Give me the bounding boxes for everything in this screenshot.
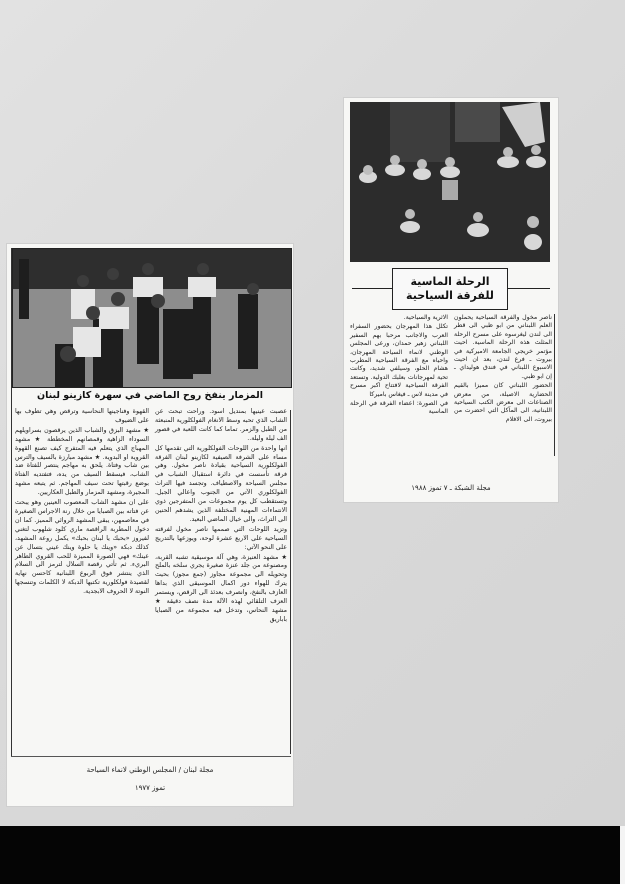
photo-image bbox=[350, 102, 550, 262]
headline-rule-right bbox=[506, 288, 550, 289]
paragraph: وتزيد اللوحات التي صممها ناصر مخول لفرقته السياحية على الاربع عشرة لوحة، ويوزعها بالتدريج على النحو الآتي: bbox=[155, 525, 287, 551]
paragraph: انها واحدة من اللوحات الفولكلورية التي تقدمها كل مساء على الشرفة الصيفية لكازينو لبنان الفرقة الفولكلورية السياحية بقيادة ناصر مخول. وهي فرقة تأسست في دائرة استقبال الشباب في مجلس السياحة والاصطياف. وتجسد فيها التراث الفولكلوري الآتي من الجنوب واعالي الجبل. وتستقطب كل يوم مجموعات من المتفرجين ذوي الانتماءات المهنية المختلفة الذين يشدهم الحنين الى التراث، والى خيال الماضي البعيد. bbox=[155, 444, 287, 523]
photo-caption: في الصورة: اعضاء الفرقة في الرحلة الماسية bbox=[350, 400, 448, 416]
paragraph: القهوة وفناجينها النحاسية وترقص وهي تطوف بها على الضيوف bbox=[15, 408, 149, 424]
source-caption-date: تموز ١٩٧٧ bbox=[134, 784, 166, 792]
photo-image bbox=[13, 249, 291, 387]
article-column-left bbox=[350, 314, 448, 418]
paragraph: تكلل هذا المهرجان بحضور السفراء العرب والاجانب مرحبا بهم السفير اللبناني زهير حمدان، ورعى المجلس الوطني لانماء السياحة المهرجان، واحياه مع الفرقة السياحية المطرب هشام الحلو، وسيلفي شديد، وكانت تحية لمهرجانات بعلبك الدولية. وتستعد الفرقة السياحية لافتتاح اكبر مسرح في مدينة لاس ـ فيغاس باميركا bbox=[350, 323, 448, 398]
source-caption: مجلة الشبكة ـ ٧ تموز ١٩٨٨ bbox=[411, 484, 491, 492]
column-border-left bbox=[11, 248, 12, 756]
column-border bbox=[554, 314, 555, 456]
headline-rule-left bbox=[352, 288, 392, 289]
paragraph: الحضور اللبناني كان مميزا بالقيم الحضارية الاصيلة، من معرض الصناعات الى معرض الكتب السياحية اللبنانية، الى المآكل التي احضرت من بيروت، الى الافلام bbox=[454, 382, 552, 423]
paragraph: ★ مشهد العنيزة، وهي آلة موسيقية تشبه القربة، ومصنوعة من جلد عنزة صغيرة يجري سلخه بالملح وتحويله الى مجموعة مجاوز (جمع مجوز) بحيث يترك للهواء دور اكمال الموسيقى الذي بداها العازف بالنفخ، وانصرف بعدئذ الى الرقص، ويستمر العزف التلقائي لهذه الآلة مدة نصف دقيقة ★ مشهد النحاس، وتدخل فيه مجموعة من الصبايا باباريق bbox=[155, 553, 287, 623]
troupe-group-photo bbox=[350, 102, 550, 262]
paragraph: الاثرية والسياحية. bbox=[403, 314, 448, 321]
bottom-rule bbox=[11, 756, 291, 757]
clipping-right bbox=[344, 98, 558, 502]
article-headline: المزمار ينفخ روح الماضي في سهرة كازينو لبنان bbox=[37, 390, 263, 401]
dancers-photo bbox=[12, 248, 292, 388]
source-caption-publication: مجلة لبنان / المجلس الوطني لانماء السياحة bbox=[86, 766, 214, 774]
headline-line-1: الرحلة الماسية bbox=[410, 275, 490, 288]
article-column-right bbox=[454, 314, 552, 425]
paragraph: ★ مشهد البزق والشباب الذين يرقصون بسراويلهم السوداء الزاهية وقمصانهم المخططة ★ مشهد المهباج الذي يتعلم فيه المتفرج كيف تصنع القهوة القروية او البدوية. ★ مشهد مبارزة بالسيف والترس بين شاب وفتاة. يلحق به مهاجم ينتصر للفتاة ضد الشاب، فيسقط السيف من يده، فتفتديه الفتاة بوضع رقبتها تحت سيف المهاجم. ثم يتبعه مشهد المجيرة، ومشهد المزمار والطبل العكاريين. bbox=[15, 426, 149, 497]
column-border-right bbox=[290, 410, 291, 754]
scanner-edge-bar bbox=[0, 826, 625, 884]
paragraph: ناصر مخول والفرقة السياحية يحملون العلم اللبناني من ابو ظبي الى قطر الى لندن ليغرسوه على مسرح الرحلة المثلث هذه الرحلة الماسية. احيت مؤتمر خريجي الجامعة الاميركية في بيروت ـ فرع لندن، بعد ان احيت الاسبوع اللبناني في فندق هوليداي ـ إن ابو ظبي. bbox=[454, 314, 552, 380]
article-column-left bbox=[15, 408, 149, 598]
clipping-left bbox=[7, 244, 293, 806]
article-column-right bbox=[155, 408, 287, 626]
paragraph: عصبت عينيها بمنديل اسود. وراحت تبحث عن الشاب الذي تحبه وسط الانغام الفولكلورية المنبعثة من الطبل والزمر. تماما كما كانت اللعبة في قصور الف ليلة وليلة.. bbox=[155, 408, 287, 442]
paragraph: على ان مشهد الشاب المعصوب العينين وهو يبحث عن فتاته بين الصبايا من خلال رنة الاجراس الصغيرة في معاصمهن، يبقى المشهد الروائي المميز. كما ان دخول المطربة الراقصة ماري كلود شلهوب لتغني لفيروز «بحبك يا لبنان بحبك» يكمل روعة المشهد، كذلك دبكة «وينك يا حلوة وينك عيني بتسال عن عينك» فهي الصورة المميزة للحب القروي الطاهر البريء. ثم تأتي رقصة السلال لترمز الى السلام الذي ينتشر فوق الربوع اللبنانية كاحسن نهاية لقصيدة فولكلورية تكتبها الدبكة لا الكلمات وتنسجها النوتة لا الحروف الابجدية. bbox=[15, 499, 149, 596]
headline-line-2: للفرقة السياحية bbox=[406, 289, 494, 302]
scanner-edge-highlight bbox=[620, 826, 625, 884]
headline-box bbox=[392, 268, 508, 310]
